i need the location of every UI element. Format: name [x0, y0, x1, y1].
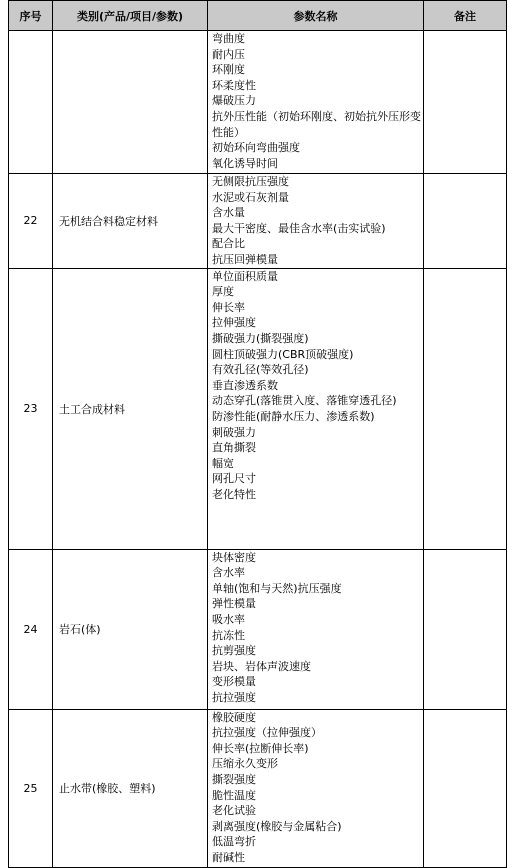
row-params [208, 31, 424, 174]
param-item: 无侧限抗压强度 [212, 175, 289, 188]
param-item: 环柔度性 [212, 78, 256, 92]
param-item: 撕裂强度 [212, 772, 256, 786]
param-item: 直角撕裂 [212, 441, 256, 455]
param-item: 耐内压 [212, 47, 245, 61]
row-seq: 25 [9, 709, 53, 867]
param-item: 剥离强度(橡胶与金属粘合) [212, 819, 342, 833]
param-item: 拉伸强度 [212, 316, 256, 330]
header-category: 类别(产品/项目/参数) [53, 1, 208, 31]
table-row [9, 174, 507, 269]
param-item: 抗压回弹模量 [212, 252, 278, 266]
header-row [9, 1, 507, 31]
param-item: 抗冻性 [212, 628, 245, 642]
row-params [208, 174, 424, 269]
row-seq: 23 [9, 268, 53, 549]
param-item: 脆性温度 [212, 788, 256, 802]
param-item: 圆柱顶破强力(CBR顶破强度) [212, 347, 354, 361]
param-item: 网孔尺寸 [212, 472, 256, 486]
param-item: 低温弯折 [212, 835, 256, 849]
param-item: 环刚度 [212, 63, 245, 77]
param-item: 幅宽 [212, 456, 234, 470]
param-item: 老化试验 [212, 804, 256, 818]
row-category: 岩石(体) [53, 549, 208, 709]
param-item: 氧化诱导时间 [212, 156, 278, 170]
parameter-table [8, 0, 507, 868]
row-note [424, 709, 507, 867]
param-item: 配合比 [212, 237, 245, 251]
row-note [424, 549, 507, 709]
row-category [53, 31, 208, 174]
param-item: 垂直渗透系数 [212, 378, 278, 392]
row-params [208, 268, 424, 549]
header-params: 参数名称 [208, 1, 424, 31]
param-item: 单位面积质量 [212, 269, 278, 283]
param-item: 弯曲度 [212, 32, 245, 45]
param-item: 耐碱性 [212, 850, 245, 864]
table-row [9, 709, 507, 867]
param-item: 伸长率(拉断伸长率) [212, 741, 309, 755]
param-item: 刺破强力 [212, 425, 256, 439]
param-item: 初始环向弯曲强度 [212, 141, 300, 155]
row-note [424, 31, 507, 174]
param-item: 抗拉强度 [212, 690, 256, 704]
table-row [9, 268, 507, 549]
param-item: 防渗性能(耐静水压力、渗透系数) [212, 409, 375, 423]
param-item: 变形模量 [212, 675, 256, 689]
row-category: 止水带(橡胶、塑料) [53, 709, 208, 867]
row-note [424, 268, 507, 549]
row-category: 无机结合料稳定材料 [53, 174, 208, 269]
param-item: 抗剪强度 [212, 644, 256, 658]
param-item: 块体密度 [212, 550, 256, 564]
row-seq: 22 [9, 174, 53, 269]
row-note [424, 174, 507, 269]
param-item: 老化特性 [212, 487, 256, 501]
row-seq [9, 31, 53, 174]
param-item: 抗外压性能（初始环刚度、初始抗外压形变性能） [212, 109, 421, 139]
param-item: 单轴(饱和与天然)抗压强度 [212, 581, 342, 595]
param-item: 撕破强力(撕裂强度) [212, 331, 309, 345]
param-item: 伸长率 [212, 300, 245, 314]
param-item: 有效孔径(等效孔径) [212, 363, 309, 377]
row-seq: 24 [9, 549, 53, 709]
param-item: 弹性模量 [212, 597, 256, 611]
row-category: 土工合成材料 [53, 268, 208, 549]
table-row [9, 31, 507, 174]
param-item: 含水量 [212, 206, 245, 220]
param-item: 岩块、岩体声波速度 [212, 659, 311, 673]
param-item: 压缩永久变形 [212, 757, 278, 771]
table-row [9, 549, 507, 709]
param-item: 吸水率 [212, 612, 245, 626]
param-item: 抗拉强度（拉伸强度） [212, 726, 322, 740]
header-seq: 序号 [9, 1, 53, 31]
header-note: 备注 [424, 1, 507, 31]
param-item: 厚度 [212, 285, 234, 299]
row-params [208, 549, 424, 709]
param-item: 爆破压力 [212, 94, 256, 108]
param-item: 动态穿孔(落锥贯入度、落锥穿透孔径) [212, 394, 397, 408]
param-item: 水泥或石灰剂量 [212, 190, 289, 204]
param-item: 橡胶硬度 [212, 710, 256, 724]
row-params [208, 709, 424, 867]
param-item: 最大干密度、最佳含水率(击实试验) [212, 221, 386, 235]
param-item: 含水率 [212, 566, 245, 580]
